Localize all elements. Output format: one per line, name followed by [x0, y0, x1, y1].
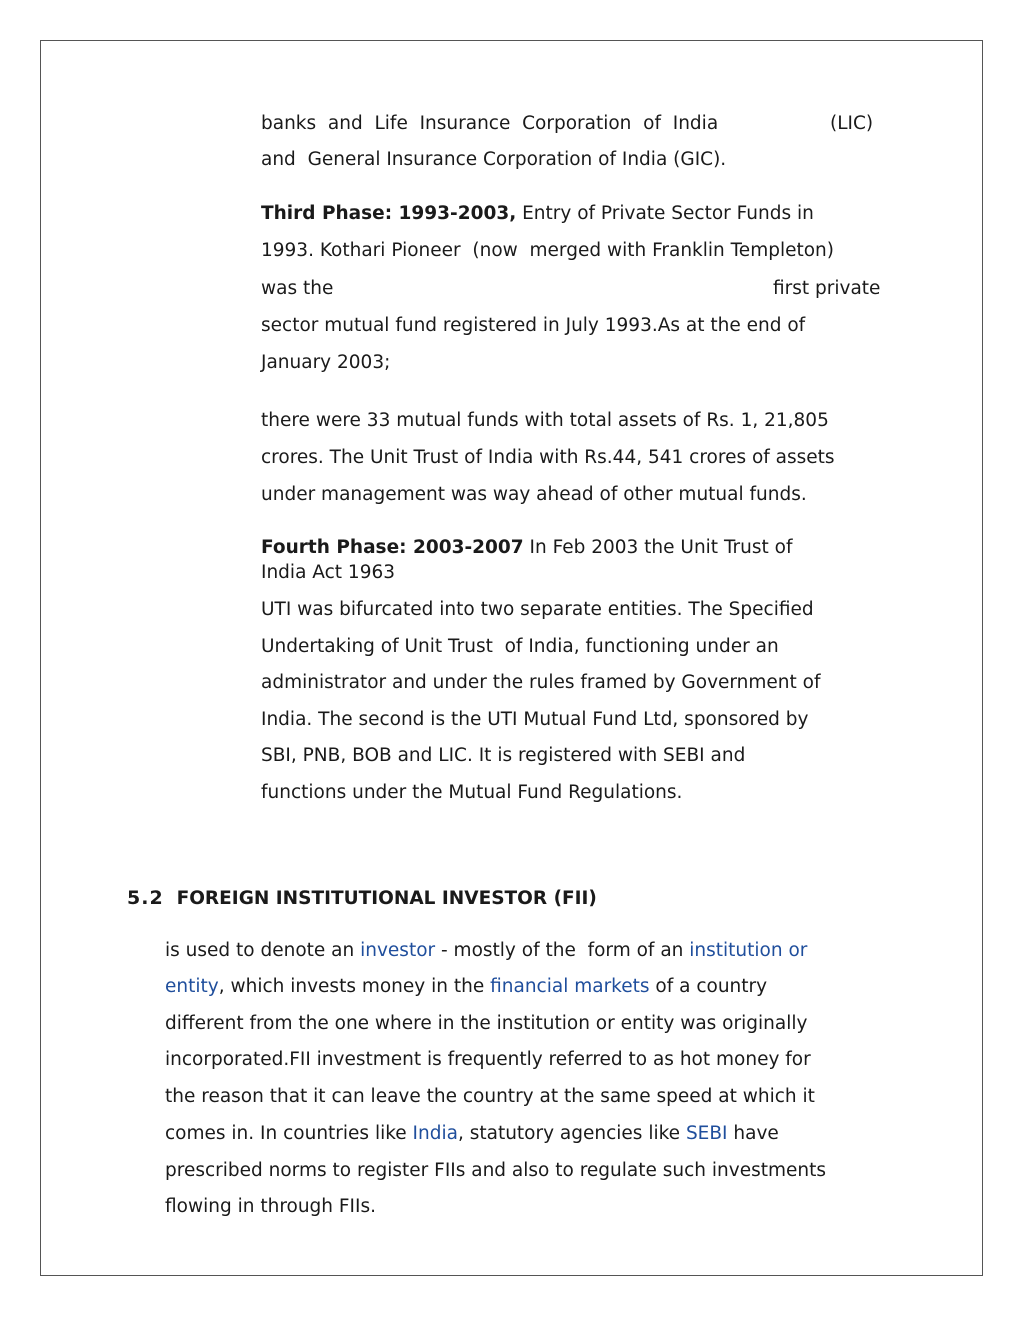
p4-line-3: UTI was bifurcated into two separate entities. The Specified [261, 599, 814, 620]
p4-line-5: administrator and under the rules framed by Government of [261, 672, 821, 693]
section-title: FOREIGN INSTITUTIONAL INVESTOR (FII) [176, 888, 597, 909]
fii-line-3: different from the one where in the institution or entity was originally [165, 1013, 808, 1034]
p4-line-1: Fourth Phase: 2003-2007 In Feb 2003 the Unit Trust of [261, 537, 793, 558]
p2-line-2: 1993. Kothari Pioneer (now merged with Franklin Templeton) [261, 240, 834, 261]
p1-line-1-end: (LIC) [830, 113, 874, 134]
india-link[interactable]: India [412, 1123, 458, 1144]
fii-line-5: the reason that it can leave the country at the same speed at which it [165, 1086, 815, 1107]
p4-line-2: India Act 1963 [261, 562, 395, 583]
p2-line-5: January 2003; [261, 352, 391, 373]
p1-line-1: banks and Life Insurance Corporation of India [261, 113, 719, 134]
third-phase-heading: Third Phase: 1993-2003, [261, 203, 517, 224]
p4-line-4: Undertaking of Unit Trust of India, functioning under an [261, 636, 779, 657]
fii-line-4: incorporated.FII investment is frequently referred to as hot money for [165, 1049, 811, 1070]
entity-link[interactable]: entity [165, 976, 219, 997]
fii-line-8: flowing in through FIIs. [165, 1196, 376, 1217]
p2-line-4: sector mutual fund registered in July 1993.As at the end of [261, 315, 806, 336]
fii-line-1: is used to denote an investor - mostly of the form of an institution or [165, 940, 808, 961]
p2-line-3: was the [261, 278, 334, 299]
fii-line-7: prescribed norms to register FIIs and also to regulate such investments [165, 1160, 826, 1181]
p2-line-3-end: first private [773, 278, 881, 299]
fii-line-2: entity, which invests money in the financial markets of a country [165, 976, 768, 997]
investor-link[interactable]: investor [360, 940, 436, 961]
p4-line-7: SBI, PNB, BOB and LIC. It is registered with SEBI and [261, 745, 746, 766]
fourth-phase-heading: Fourth Phase: 2003-2007 [261, 537, 524, 558]
financial-markets-link[interactable]: financial markets [490, 976, 650, 997]
p3-line-3: under management was way ahead of other mutual funds. [261, 484, 807, 505]
section-heading [127, 887, 597, 909]
institution-link[interactable]: institution or [689, 940, 808, 961]
p1-line-2: and General Insurance Corporation of India (GIC). [261, 149, 727, 170]
p3-line-2: crores. The Unit Trust of India with Rs.44, 541 crores of assets [261, 447, 835, 468]
fii-line-6: comes in. In countries like India, statutory agencies like SEBI have [165, 1123, 779, 1144]
section-number: 5.2 [127, 887, 164, 909]
p4-line-6: India. The second is the UTI Mutual Fund Ltd, sponsored by [261, 709, 809, 730]
sebi-link[interactable]: SEBI [685, 1123, 728, 1144]
p2-line-1: Third Phase: 1993-2003, Entry of Private Sector Funds in [261, 203, 814, 224]
p4-line-8: functions under the Mutual Fund Regulations. [261, 782, 683, 803]
p3-line-1: there were 33 mutual funds with total assets of Rs. 1, 21,805 [261, 410, 829, 431]
